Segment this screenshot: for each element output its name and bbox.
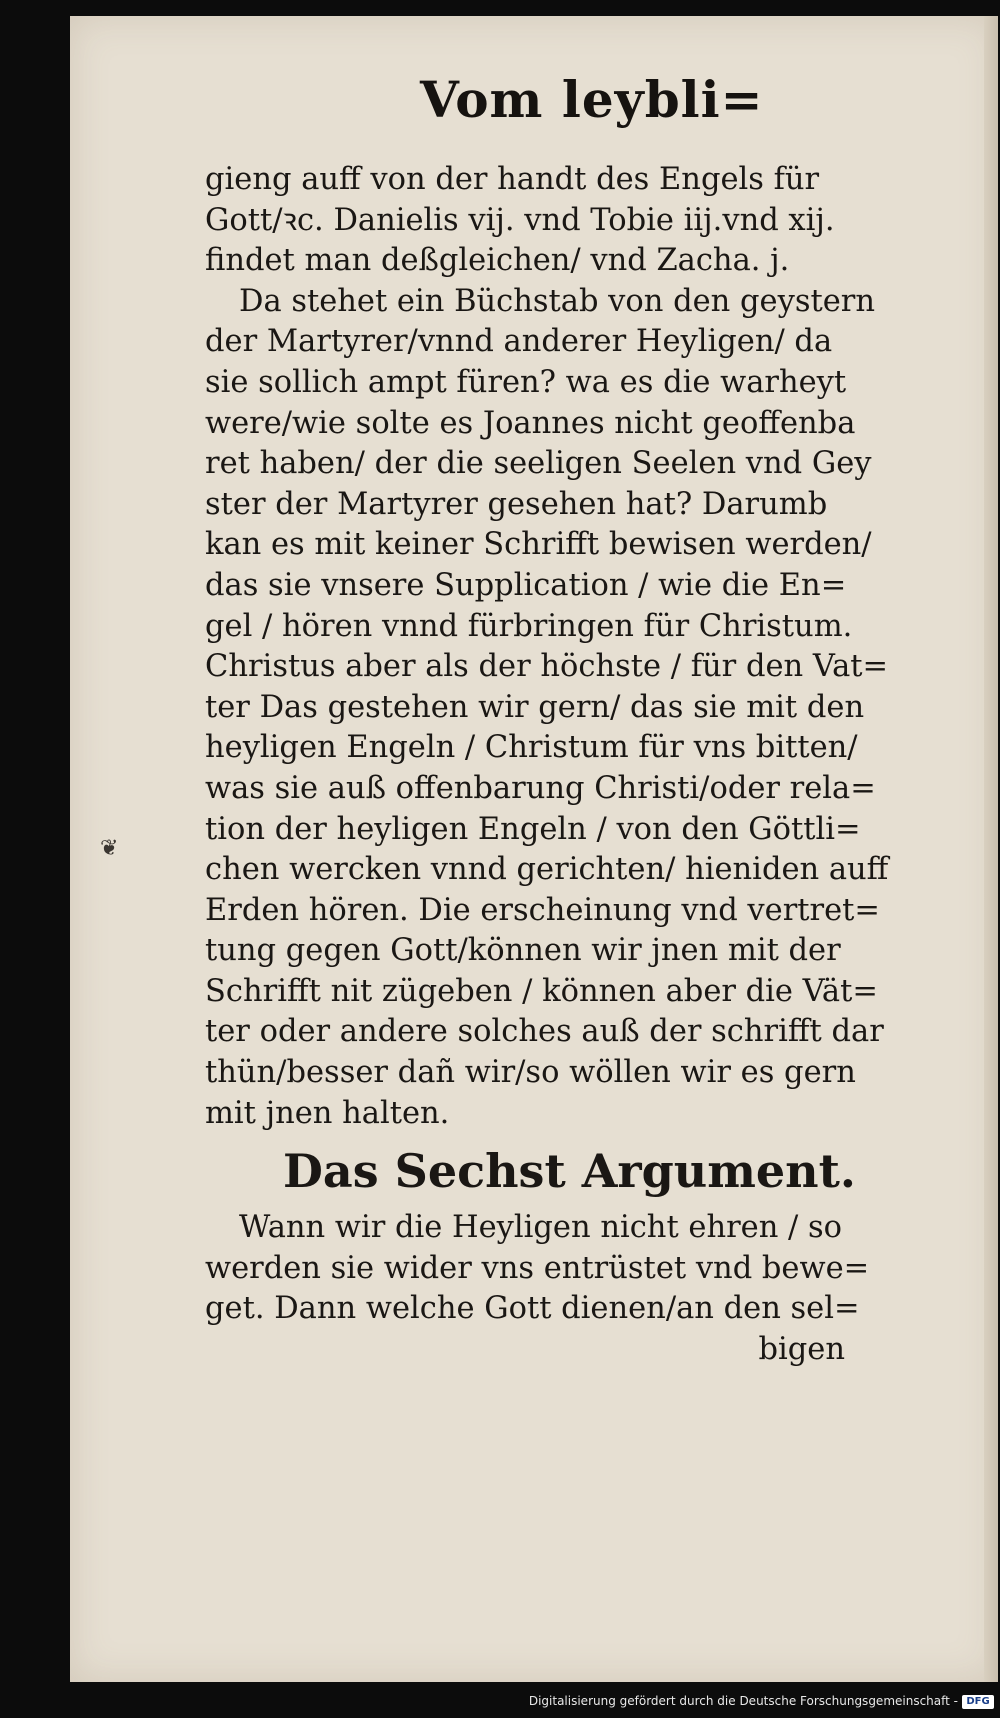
text-line: das sie vnsere Supplication / wie die En= <box>205 567 847 603</box>
section-heading: Das Sechst Argument. <box>283 1144 856 1199</box>
dfg-logo: DFG <box>962 1695 994 1709</box>
margin-ornament: ❦ <box>100 836 119 861</box>
text-line: der Martyrer/vnnd anderer Heyligen/ da <box>205 324 833 360</box>
text-line: get. Dann welche Gott dienen/an den sel= <box>205 1291 860 1327</box>
text-line: werden sie wider vns entrüstet vnd bewe= <box>205 1250 870 1286</box>
text-line: tung gegen Gott/können wir jnen mit der <box>205 933 841 969</box>
text-line: sie sollich ampt füren? wa es die warheyt <box>205 364 847 400</box>
text-line: Da stehet ein Büchstab von den geystern <box>239 283 876 319</box>
text-line: ster der Martyrer gesehen hat? Darumb <box>205 486 828 522</box>
text-line: gieng auff von der handt des Engels für <box>205 162 820 197</box>
text-line: Erden hören. Die erscheinung vnd vertret= <box>205 892 880 928</box>
text-line: Wann wir die Heyligen nicht ehren / so <box>239 1210 843 1246</box>
text-line: ter oder andere solches auß der schrifft dar <box>205 1014 884 1050</box>
catchword: bigen <box>758 1332 845 1368</box>
text-line: Schrifft nit zügeben / können aber die Vät= <box>205 973 878 1009</box>
text-line: Christus aber als der höchste / für den Vat= <box>205 649 889 685</box>
text-line: Gott/ꝛc. Danielis vij. vnd Tobie iij.vnd xij. <box>205 202 835 238</box>
text-line: heyligen Engeln / Christum für vns bitten/ <box>205 730 858 766</box>
body-text <box>205 160 889 1371</box>
text-line: was sie auß offenbarung Christi/oder rela= <box>205 770 876 806</box>
text-line: gel / hören vnnd fürbringen für Christum. <box>205 608 853 644</box>
text-line: kan es mit keiner Schrifft bewisen werden/ <box>205 527 872 563</box>
text-line: chen wercken vnnd gerichten/ hieniden auff <box>205 852 889 888</box>
text-line: thün/besser dañ wir/so wöllen wir es gern <box>205 1055 856 1091</box>
page-edge <box>984 16 998 1682</box>
running-head: Vom leybli= <box>420 70 764 129</box>
text-line: findet man deßgleichen/ vnd Zacha. j. <box>205 243 790 279</box>
text-line: ter Das gestehen wir gern/ das sie mit den <box>205 689 865 725</box>
funding-credit: Digitalisierung gefördert durch die Deutsche Forschungsgemeinschaft - <box>528 1694 958 1708</box>
text-line: ret haben/ der die seeligen Seelen vnd Gey <box>205 446 872 482</box>
text-line: mit jnen halten. <box>205 1095 450 1131</box>
text-line: tion der heyligen Engeln / von den Göttli= <box>205 811 861 847</box>
text-line: were/wie solte es Joannes nicht geoffenba <box>205 405 856 441</box>
